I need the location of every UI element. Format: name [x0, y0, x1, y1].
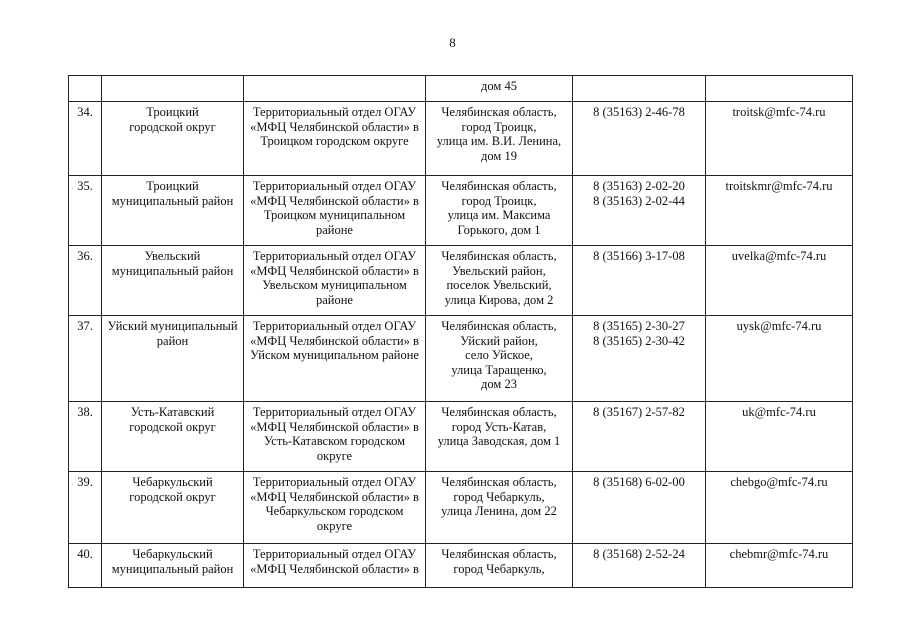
cell-address: Челябинская область, город Троицк, улица им. В.И. Ленина, дом 19 — [426, 102, 573, 176]
cell-district: Троицкий городской округ — [102, 102, 244, 176]
cell-office — [244, 76, 426, 102]
table-row — [69, 246, 853, 316]
cell-phone: 8 (35166) 3-17-08 — [573, 246, 706, 316]
table-row — [69, 316, 853, 402]
cell-office: Территориальный отдел ОГАУ «МФЦ Челябинской области» в Уйском муниципальном районе — [244, 316, 426, 402]
cell-office: Территориальный отдел ОГАУ «МФЦ Челябинской области» в Троицком городском округе — [244, 102, 426, 176]
cell-number: 38. — [69, 402, 102, 472]
cell-email: troitskmr@mfc-74.ru — [706, 176, 853, 246]
cell-email — [706, 76, 853, 102]
table-row — [69, 402, 853, 472]
cell-address: Челябинская область, город Чебаркуль, — [426, 544, 573, 588]
table-row-continuation — [69, 76, 853, 102]
cell-office: Территориальный отдел ОГАУ «МФЦ Челябинской области» в Увельском муниципальном районе — [244, 246, 426, 316]
cell-address: дом 45 — [426, 76, 573, 102]
cell-email: uk@mfc-74.ru — [706, 402, 853, 472]
cell-phone — [573, 76, 706, 102]
cell-number — [69, 76, 102, 102]
cell-email: chebgo@mfc-74.ru — [706, 472, 853, 544]
cell-district: Чебаркульский муниципальный район — [102, 544, 244, 588]
cell-office: Территориальный отдел ОГАУ «МФЦ Челябинской области» в — [244, 544, 426, 588]
cell-email: uvelka@mfc-74.ru — [706, 246, 853, 316]
cell-email: troitsk@mfc-74.ru — [706, 102, 853, 176]
cell-address: Челябинская область, город Троицк, улица им. Максима Горького, дом 1 — [426, 176, 573, 246]
cell-phone: 8 (35165) 2-30-27 8 (35165) 2-30-42 — [573, 316, 706, 402]
cell-address: Челябинская область, город Усть-Катав, улица Заводская, дом 1 — [426, 402, 573, 472]
cell-number: 35. — [69, 176, 102, 246]
cell-number: 39. — [69, 472, 102, 544]
cell-phone: 8 (35167) 2-57-82 — [573, 402, 706, 472]
cell-phone: 8 (35163) 2-02-20 8 (35163) 2-02-44 — [573, 176, 706, 246]
cell-district: Усть-Катавский городской округ — [102, 402, 244, 472]
cell-address: Челябинская область, город Чебаркуль, улица Ленина, дом 22 — [426, 472, 573, 544]
cell-district — [102, 76, 244, 102]
cell-office: Территориальный отдел ОГАУ «МФЦ Челябинской области» в Усть-Катавском городском округе — [244, 402, 426, 472]
cell-number: 36. — [69, 246, 102, 316]
cell-phone: 8 (35168) 6-02-00 — [573, 472, 706, 544]
cell-office: Территориальный отдел ОГАУ «МФЦ Челябинской области» в Троицком муниципальном районе — [244, 176, 426, 246]
cell-number: 37. — [69, 316, 102, 402]
cell-office: Территориальный отдел ОГАУ «МФЦ Челябинской области» в Чебаркульском городском округе — [244, 472, 426, 544]
cell-district: Троицкий муниципальный район — [102, 176, 244, 246]
cell-district: Чебаркульский городской округ — [102, 472, 244, 544]
cell-address: Челябинская область, Уйский район, село Уйское, улица Таращенко, дом 23 — [426, 316, 573, 402]
cell-number: 40. — [69, 544, 102, 588]
cell-email: uysk@mfc-74.ru — [706, 316, 853, 402]
page-number: 8 — [449, 35, 456, 50]
table-row — [69, 176, 853, 246]
cell-phone: 8 (35163) 2-46-78 — [573, 102, 706, 176]
cell-district: Увельский муниципальный район — [102, 246, 244, 316]
table-body — [69, 76, 853, 588]
cell-district: Уйский муниципальный район — [102, 316, 244, 402]
cell-address: Челябинская область, Увельский район, поселок Увельский, улица Кирова, дом 2 — [426, 246, 573, 316]
mfc-offices-table — [68, 75, 853, 588]
table-row — [69, 544, 853, 588]
cell-number: 34. — [69, 102, 102, 176]
table-row — [69, 102, 853, 176]
cell-phone: 8 (35168) 2-52-24 — [573, 544, 706, 588]
table-row — [69, 472, 853, 544]
cell-email: chebmr@mfc-74.ru — [706, 544, 853, 588]
